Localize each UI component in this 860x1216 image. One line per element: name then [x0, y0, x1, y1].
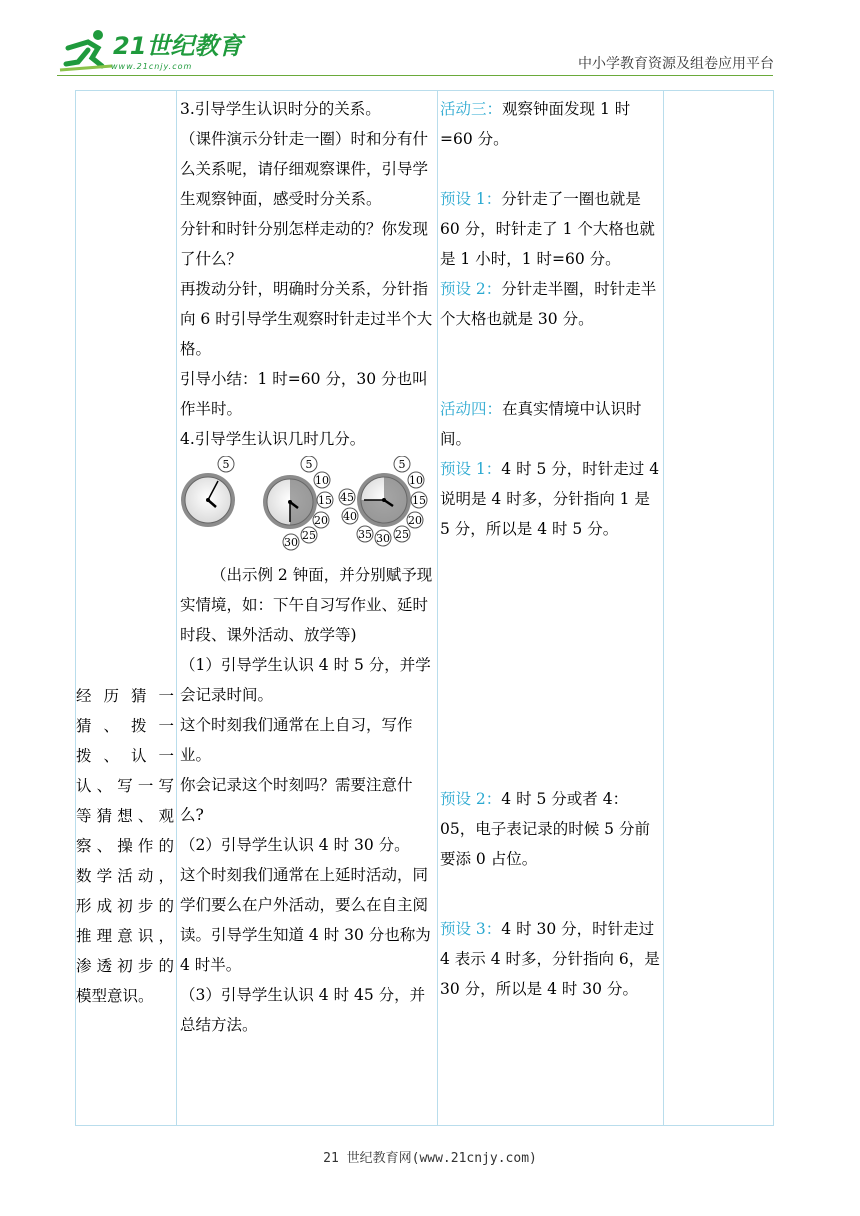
svg-text:10: 10: [409, 474, 423, 487]
spacer: [440, 544, 662, 784]
preset-b3: 预设 3：4 时 30 分，时针走过 4 表示 4 时多，分针指向 6，是 30 分，所以是 4 时 30 分。: [440, 920, 660, 998]
clock-label: 5: [222, 458, 230, 471]
activity-four: 活动四：在真实情境中认识时间。: [440, 400, 642, 448]
clock-face-1: [181, 456, 235, 527]
logo-url: www.21cnjy.com: [111, 62, 193, 71]
teacher-activity-cell: [180, 94, 436, 1040]
table-col-line: [773, 90, 774, 1126]
spacer: [440, 334, 662, 394]
goal-cell: [76, 681, 174, 1011]
goal-line: 等猜想、观: [76, 807, 174, 825]
svg-text:5: 5: [305, 458, 313, 471]
activity-text: （出示例 2 钟面，并分别赋予现实情境，如：下午自习写作业、延时时段、课外活动、放学等): [180, 566, 433, 644]
activity-text: （课件演示分针走一圈）时和分有什么关系呢，请仔细观察课件，引导学生观察钟面，感受时分关系。: [180, 130, 429, 208]
activity-three: 活动三：观察钟面发现 1 时=60 分。: [440, 100, 631, 148]
preset-1: 预设 1：分针走了一圈也就是 60 分，时针走了 1 个大格也就是 1 小时，1 时=60 分。: [440, 190, 655, 268]
preset-b1: 预设 1：4 时 5 分，时针走过 4 说明是 4 时多，分针指向 1 是 5 分，所以是 4 时 5 分。: [440, 460, 660, 538]
goal-line: 察、操作的: [76, 837, 174, 855]
activity-text: （3）引导学生认识 4 时 45 分，并总结方法。: [180, 986, 426, 1034]
table-col-line: [176, 90, 177, 1126]
table-col-line: [663, 90, 664, 1126]
spacer: [440, 874, 662, 914]
preset-2: 预设 2：分针走半圈，时针走半个大格也就是 30 分。: [440, 280, 657, 328]
svg-text:40: 40: [343, 510, 357, 523]
goal-line: 推理意识，: [76, 927, 174, 945]
logo-text: 21世纪教育: [113, 32, 243, 60]
preset-b2: 预设 2：4 时 5 分或者 4：05，电子表记录的时候 5 分前要添 0 占位。: [440, 790, 650, 868]
clock-face-2: [263, 456, 333, 550]
runner-logo-icon: [58, 26, 114, 76]
svg-text:25: 25: [302, 529, 316, 542]
activity-text: 你会记录这个时刻吗？需要注意什么?: [180, 776, 413, 824]
table-bottom-border: [75, 1125, 774, 1126]
site-logo: [58, 26, 243, 76]
svg-text:15: 15: [318, 494, 332, 507]
table-top-border: [75, 90, 774, 91]
svg-text:10: 10: [315, 474, 329, 487]
svg-text:30: 30: [284, 536, 298, 549]
clock-face-3: [339, 456, 427, 546]
activity-text: 这个时刻我们通常在上自习，写作业。: [180, 716, 413, 764]
svg-text:30: 30: [376, 532, 390, 545]
activity-text: 再拨动分针，明确时分关系，分针指向 6 时引导学生观察时针走过半个大格。: [180, 280, 433, 358]
table-col-line: [437, 90, 438, 1126]
goal-line: 认、写一写: [76, 777, 174, 795]
goal-line: 数学活动，: [76, 867, 174, 885]
page-header: [0, 0, 860, 90]
page-footer: 21 世纪教育网(www.21cnjy.com): [323, 1151, 537, 1166]
svg-text:35: 35: [358, 528, 372, 541]
goal-line: 渗透初步的: [76, 957, 174, 975]
svg-text:5: 5: [398, 458, 406, 471]
activity-heading: 3.引导学生认识时分的关系。: [180, 100, 381, 118]
activity-text: 分针和时针分别怎样走动的？你发现了什么？: [180, 220, 429, 268]
activity-text: 这个时刻我们通常在上延时活动，同学们要么在户外活动，要么在自主阅读。引导学生知道 4 时 30 分也称为 4 时半。: [180, 866, 431, 974]
goal-line: 猜 、 拨 一: [76, 717, 174, 735]
svg-text:45: 45: [340, 491, 354, 504]
goal-line: 拨 、 认 一: [76, 747, 174, 765]
platform-name: 中小学教育资源及组卷应用平台: [578, 56, 774, 72]
activity-text: （2）引导学生认识 4 时 30 分。: [180, 836, 410, 854]
activity-text: （1）引导学生认识 4 时 5 分，并学会记录时间。: [180, 656, 431, 704]
svg-text:20: 20: [314, 514, 328, 527]
clock-faces-figure: [180, 456, 436, 556]
header-divider: [57, 75, 773, 76]
student-activity-cell: [440, 94, 662, 1004]
clock-faces-icon: [180, 456, 436, 556]
svg-text:25: 25: [395, 528, 409, 541]
spacer: [440, 154, 662, 184]
goal-line: 形成初步的: [76, 897, 174, 915]
svg-text:15: 15: [412, 494, 426, 507]
goal-line: 模型意识。: [76, 987, 154, 1005]
activity-heading: 4.引导学生认识几时几分。: [180, 430, 366, 448]
activity-summary: 引导小结：1 时=60 分，30 分也叫作半时。: [180, 370, 428, 418]
goal-line: 经 历 猜 一: [76, 687, 174, 705]
svg-text:20: 20: [408, 514, 422, 527]
